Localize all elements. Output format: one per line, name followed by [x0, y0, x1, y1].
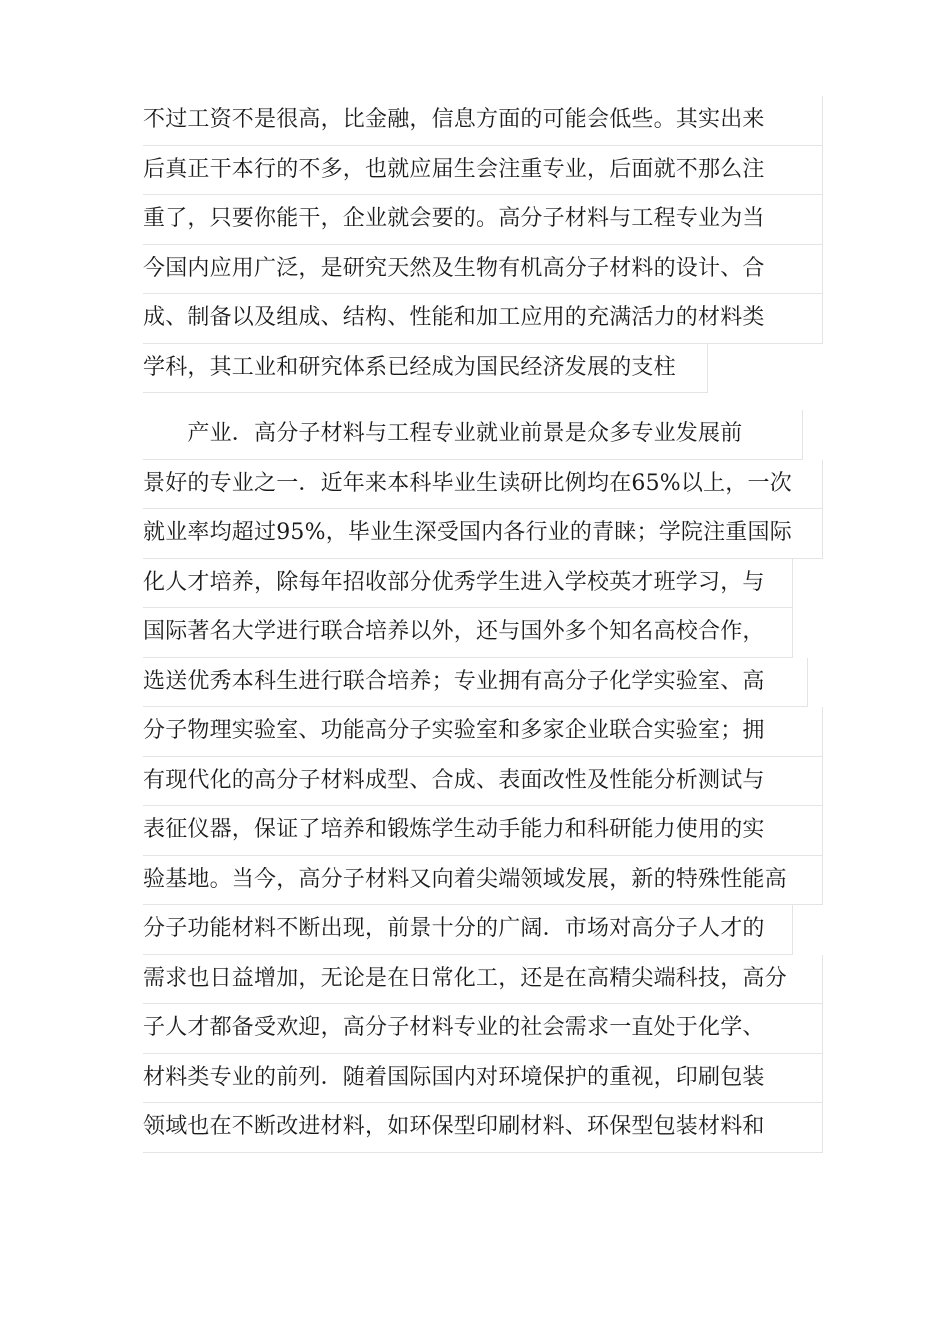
- text-line: 化人才培养，除每年招收部分优秀学生进入学校英才班学习，与: [143, 559, 793, 609]
- paragraph-employment-prospects: [143, 410, 823, 1153]
- text-line: 表征仪器，保证了培养和锻炼学生动手能力和科研能力使用的实: [143, 806, 823, 856]
- text-line: 领域也在不断改进材料，如环保型印刷材料、环保型包装材料和: [143, 1103, 823, 1153]
- text-line: 材料类专业的前列．随着国际国内对环境保护的重视，印刷包装: [143, 1054, 823, 1104]
- text-line: 有现代化的高分子材料成型、合成、表面改性及性能分析测试与: [143, 757, 823, 807]
- text-line: 成、制备以及组成、结构、性能和加工应用的充满活力的材料类: [143, 294, 823, 344]
- text-line: 子人才都备受欢迎，高分子材料专业的社会需求一直处于化学、: [143, 1004, 823, 1054]
- text-line: 重了，只要你能干，企业就会要的。高分子材料与工程专业为当: [143, 195, 823, 245]
- text-line: 就业率均超过95%，毕业生深受国内各行业的青睐；学院注重国际: [143, 509, 823, 559]
- text-line: 选送优秀本科生进行联合培养；专业拥有高分子化学实验室、高: [143, 658, 808, 708]
- text-line: 景好的专业之一．近年来本科毕业生读研比例均在65%以上，一次: [143, 460, 823, 510]
- paragraph-salary-and-overview: [143, 96, 823, 393]
- text-line: 不过工资不是很高，比金融，信息方面的可能会低些。其实出来: [143, 96, 823, 146]
- text-line: 学科，其工业和研究体系已经成为国民经济发展的支柱: [143, 344, 708, 394]
- text-line: 分子物理实验室、功能高分子实验室和多家企业联合实验室；拥: [143, 707, 823, 757]
- text-line: 今国内应用广泛，是研究天然及生物有机高分子材料的设计、合: [143, 245, 823, 295]
- text-line: 分子功能材料不断出现，前景十分的广阔．市场对高分子人才的: [143, 905, 793, 955]
- text-line: 国际著名大学进行联合培养以外，还与国外多个知名高校合作，: [143, 608, 793, 658]
- text-line: 需求也日益增加，无论是在日常化工，还是在高精尖端科技，高分: [143, 955, 823, 1005]
- text-line: 后真正干本行的不多，也就应届生会注重专业，后面就不那么注: [143, 146, 823, 196]
- text-line: 产业．高分子材料与工程专业就业前景是众多专业发展前: [143, 410, 803, 460]
- text-line: 验基地。当今，高分子材料又向着尖端领域发展，新的特殊性能高: [143, 856, 823, 906]
